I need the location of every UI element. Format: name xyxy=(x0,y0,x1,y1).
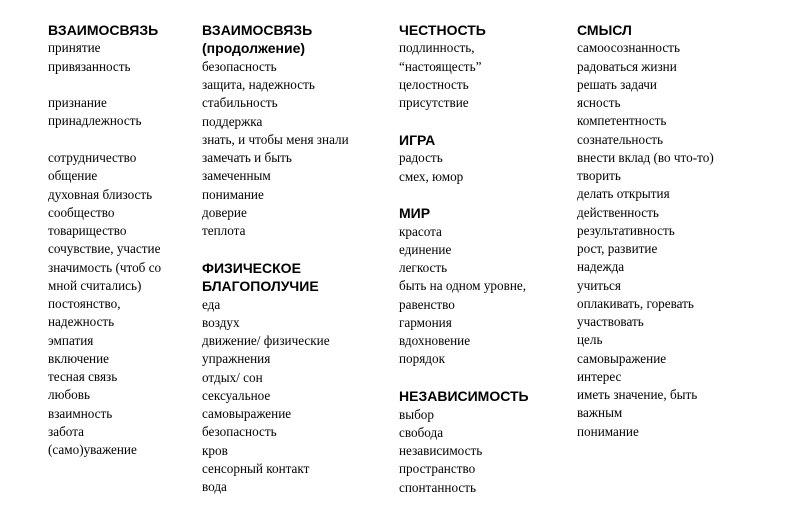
list-item: “настоящесть” xyxy=(399,58,482,74)
needs-list xyxy=(577,39,792,441)
list-item: упражнения xyxy=(202,351,271,367)
list-item: теплота xyxy=(202,223,246,239)
list-item: общение xyxy=(48,168,98,184)
needs-list xyxy=(48,149,196,459)
list-item: рост, развитие xyxy=(577,241,658,257)
list-item: принадлежность xyxy=(48,113,142,129)
list-item: внести вклад (во что-то) xyxy=(577,149,714,165)
list-item: постоянство, xyxy=(48,296,121,311)
needs-section xyxy=(48,21,196,459)
list-item: спонтанность xyxy=(399,479,477,495)
list-item: целостность xyxy=(399,76,469,92)
needs-list xyxy=(202,58,388,241)
list-item: сочувствие, участие xyxy=(48,241,161,257)
section-heading: ФИЗИЧЕСКОЕ xyxy=(202,259,301,276)
needs-section xyxy=(399,21,569,112)
needs-list xyxy=(399,39,569,112)
list-item: защита, надежность xyxy=(202,77,315,93)
list-item: пространство xyxy=(399,461,476,477)
list-item: свобода xyxy=(399,424,444,440)
list-item: доверие xyxy=(202,204,247,220)
needs-list xyxy=(399,406,569,497)
list-item: отдых/ сон xyxy=(202,369,263,385)
section-heading: БЛАГОПОЛУЧИЕ xyxy=(202,278,319,295)
list-item: замечать и быть xyxy=(202,150,292,166)
section-heading: ЧЕСТНОСТЬ xyxy=(399,22,486,38)
column-3 xyxy=(399,21,569,515)
list-item: сенсорный контакт xyxy=(202,460,310,476)
list-item: включение xyxy=(48,350,110,366)
needs-list xyxy=(48,39,196,76)
section-heading: ИГРА xyxy=(399,131,436,148)
list-item: легкость xyxy=(399,260,448,276)
list-item: быть на одном уровне, xyxy=(399,278,527,294)
list-item: иметь значение, быть xyxy=(577,387,698,403)
list-item: привязанность xyxy=(48,58,131,74)
list-item: кров xyxy=(202,442,228,458)
list-item: надежность xyxy=(48,314,115,330)
list-item: принятие xyxy=(48,40,101,56)
needs-section xyxy=(202,259,388,497)
list-item: самовыражение xyxy=(577,350,667,366)
needs-list xyxy=(202,296,388,497)
list-item: важным xyxy=(577,405,623,421)
list-item: понимание xyxy=(202,186,264,202)
list-item: вода xyxy=(202,479,227,495)
list-item: участвовать xyxy=(577,314,644,330)
list-item: красота xyxy=(399,223,442,239)
list-item: сексуальное xyxy=(202,387,271,403)
needs-list xyxy=(399,149,569,186)
list-item: делать открытия xyxy=(577,186,670,202)
list-item: любовь xyxy=(48,387,90,403)
list-item: результативность xyxy=(577,222,675,238)
section-heading: ВЗАИМОСВЯЗЬ xyxy=(48,22,159,38)
list-item: независимость xyxy=(399,443,483,459)
list-item: подлинность, xyxy=(399,40,475,56)
list-item: вдохновение xyxy=(399,333,471,349)
list-item: взаимность xyxy=(48,405,113,421)
list-item: духовная близость xyxy=(48,186,153,202)
list-item: замеченным xyxy=(202,168,271,184)
list-item: значимость (чтоб со xyxy=(48,259,162,275)
list-item: надежда xyxy=(577,259,625,275)
list-item: признание xyxy=(48,95,107,111)
list-item: выбор xyxy=(399,406,434,422)
needs-list xyxy=(399,223,569,369)
list-item: товарищество xyxy=(48,223,127,238)
list-item: сообщество xyxy=(48,204,115,220)
list-item: мной считались) xyxy=(48,277,142,293)
list-item: порядок xyxy=(399,351,446,367)
list-item: цель xyxy=(577,332,603,348)
needs-section xyxy=(399,387,569,497)
list-item: сотрудничество xyxy=(48,150,137,165)
list-item: ясность xyxy=(577,95,621,111)
list-item: творить xyxy=(577,168,621,184)
list-item: поддержка xyxy=(202,113,263,129)
list-item: единение xyxy=(399,241,452,257)
list-item: стабильность xyxy=(202,95,278,111)
needs-section xyxy=(399,204,569,368)
needs-section xyxy=(202,21,388,240)
list-item: интерес xyxy=(577,368,622,384)
list-item: забота xyxy=(48,423,84,439)
list-item: безопасность xyxy=(202,58,277,74)
list-item: безопасность xyxy=(202,424,277,440)
section-heading: НЕЗАВИСИМОСТЬ xyxy=(399,388,529,405)
section-heading: (продолжение) xyxy=(202,40,306,57)
list-item: знать, и чтобы меня знали xyxy=(202,131,349,147)
list-item: еда xyxy=(202,296,221,312)
list-item: радоваться жизни xyxy=(577,58,677,74)
list-item: самовыражение xyxy=(202,406,292,422)
list-item: воздух xyxy=(202,314,240,330)
list-item: компетентность xyxy=(577,113,667,129)
list-item: действенность xyxy=(577,204,659,220)
list-item: равенство xyxy=(399,296,455,312)
needs-section xyxy=(399,131,569,186)
list-item: решать задачи xyxy=(577,76,657,92)
section-heading: СМЫСЛ xyxy=(577,22,632,38)
column-2 xyxy=(202,21,388,515)
section-heading: МИР xyxy=(399,205,431,222)
list-item: оплакивать, горевать xyxy=(577,295,694,311)
column-1 xyxy=(48,21,196,478)
column-4 xyxy=(577,21,792,459)
list-item: понимание xyxy=(577,423,639,439)
list-item: эмпатия xyxy=(48,332,94,348)
list-item: присутствие xyxy=(399,95,469,111)
needs-list xyxy=(48,94,196,131)
list-item: учиться xyxy=(577,277,621,293)
list-item: смех, юмор xyxy=(399,168,464,184)
list-item: сознательность xyxy=(577,131,664,147)
list-item: (само)уважение xyxy=(48,442,137,457)
list-item: самоосознанность xyxy=(577,40,680,56)
section-heading: ВЗАИМОСВЯЗЬ xyxy=(202,22,313,38)
list-item: гармония xyxy=(399,314,452,330)
list-item: движение/ физические xyxy=(202,333,330,349)
needs-section xyxy=(577,21,792,441)
list-item: радость xyxy=(399,150,443,166)
list-item: тесная связь xyxy=(48,369,118,384)
